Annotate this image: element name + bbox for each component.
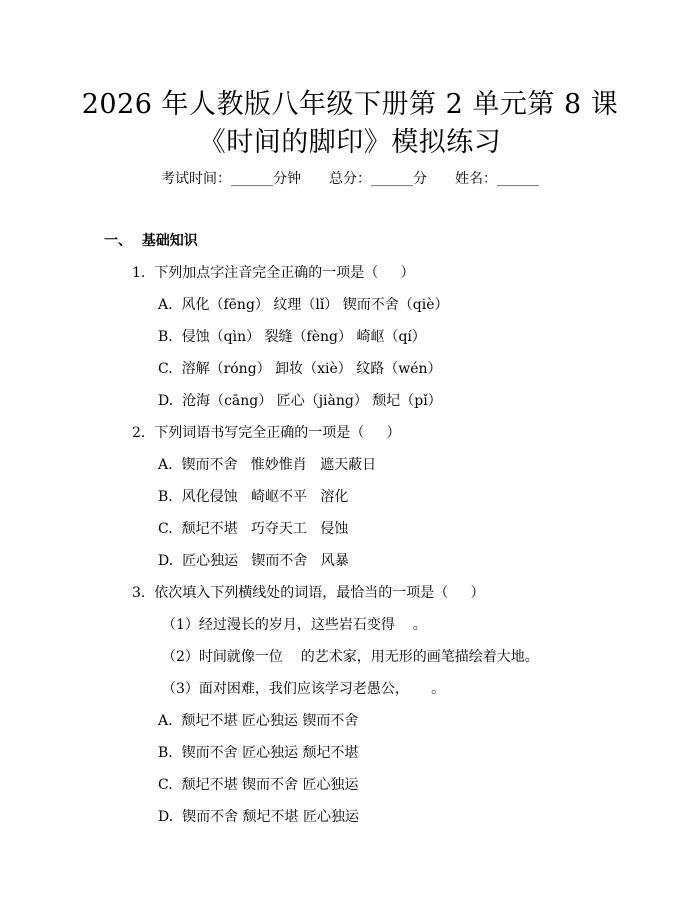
- name-field: 姓名：______: [455, 171, 539, 187]
- exam-time-field: 考试时间：______分钟: [161, 171, 301, 187]
- question-1-stem: 1. 下列加点字注音完全正确的一项是（ ）: [132, 265, 415, 281]
- page-title-line1: 2026 年人教版八年级下册第 2 单元第 8 课: [81, 89, 619, 120]
- question-3-sentence-3: （3）面对困难，我们应该学习老愚公， 。: [162, 681, 446, 697]
- question-3-option-a: A. 颓圮不堪 匠心独运 锲而不舍: [158, 713, 359, 729]
- question-2-option-c: C. 颓圮不堪 巧夺天工 侵蚀: [158, 521, 349, 537]
- question-1-option-a: A. 风化（fēng） 纹理（lǐ） 锲而不舍（qiè）: [158, 297, 449, 313]
- exam-info: [0, 168, 700, 188]
- question-1-option-d: D. 沧海（cāng） 匠心（jiàng） 颓圮（pǐ）: [158, 393, 442, 409]
- question-3-option-d: D. 锲而不舍 颓圮不堪 匠心独运: [158, 809, 359, 825]
- question-2-option-a: A. 锲而不舍 惟妙惟肖 遮天蔽日: [158, 457, 377, 473]
- total-score-field: 总分：______分: [329, 171, 427, 187]
- page-title-line2: 《时间的脚印》模拟练习: [198, 127, 502, 158]
- question-1-option-c: C. 溶解（róng） 卸妆（xiè） 纹路（wén）: [158, 361, 442, 377]
- question-2-option-b: B. 风化侵蚀 崎岖不平 溶化: [158, 489, 349, 505]
- question-2-stem: 2. 下列词语书写完全正确的一项是（ ）: [132, 425, 401, 441]
- question-3-sentence-1: （1）经过漫长的岁月，这些岩石变得 。: [162, 617, 427, 633]
- section-heading: 一、 基础知识: [104, 233, 198, 249]
- question-3-option-b: B. 锲而不舍 匠心独运 颓圮不堪: [158, 745, 359, 761]
- question-3-option-c: C. 颓圮不堪 锲而不舍 匠心独运: [158, 777, 359, 793]
- question-3-sentence-2: （2）时间就像一位 的艺术家，用无形的画笔描绘着大地。: [162, 649, 539, 665]
- question-1-option-b: B. 侵蚀（qìn） 裂缝（fèng） 崎岖（qí）: [158, 329, 426, 345]
- question-3-stem: 3. 依次填入下列横线处的词语，最恰当的一项是（ ）: [132, 585, 485, 601]
- question-2-option-d: D. 匠心独运 锲而不舍 风暴: [158, 553, 349, 569]
